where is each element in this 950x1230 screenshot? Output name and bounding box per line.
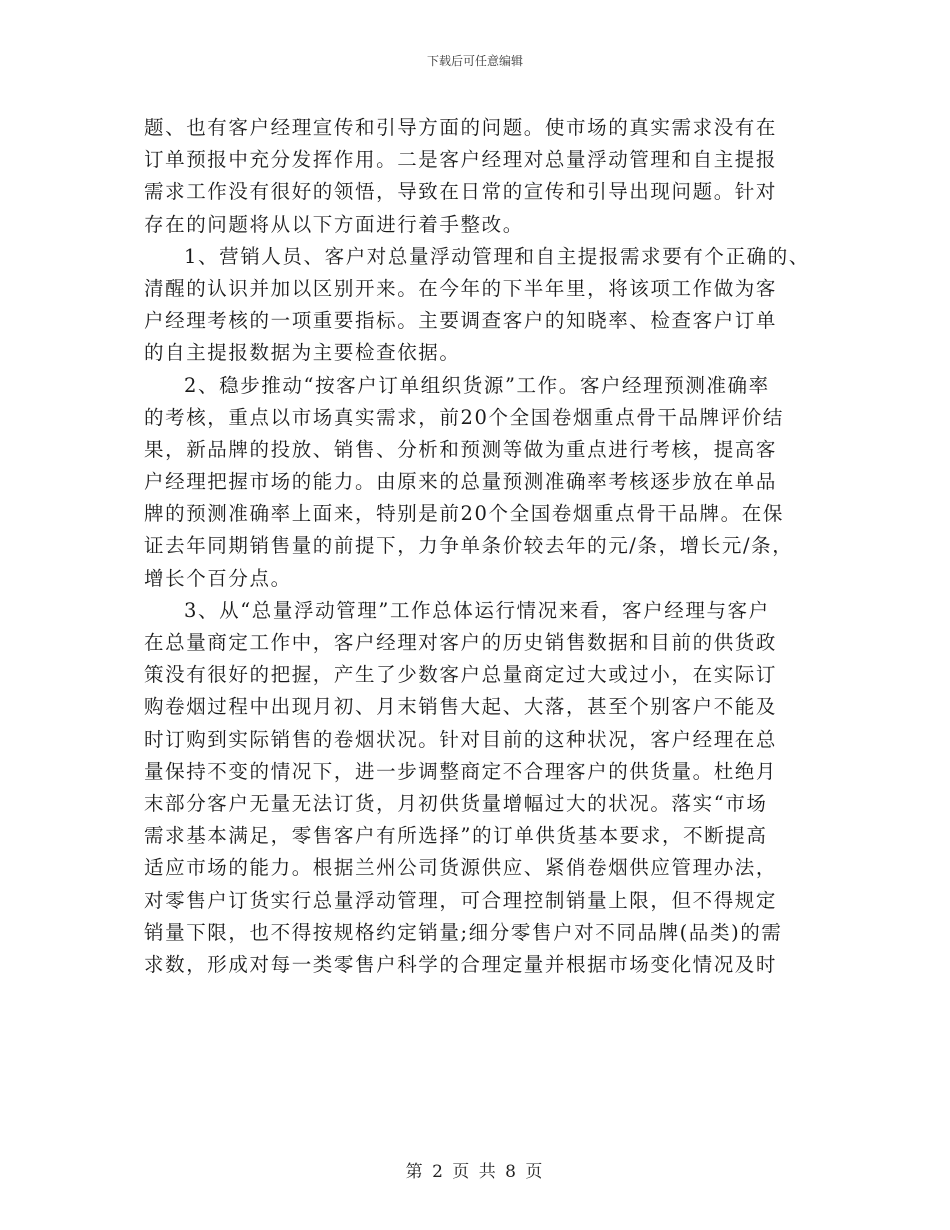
- text-line: 求数，形成对每一类零售户科学的合理定量并根据市场变化情况及时: [144, 952, 778, 976]
- text-line: 3、从“总量浮动管理”工作总体运行情况来看，客户经理与客户: [184, 598, 770, 622]
- text-line: 2、稳步推动“按客户订单组织货源”工作。客户经理预测准确率: [184, 373, 770, 397]
- text-line: 购卷烟过程中出现月初、月末销售大起、大落，甚至个别客户不能及: [144, 695, 778, 719]
- page-header-note: 下载后可任意编辑: [426, 54, 523, 68]
- text-line: 户经理把握市场的能力。由原来的总量预测准确率考核逐步放在单品: [144, 470, 778, 494]
- text-line: 需求工作没有很好的领悟，导致在日常的宣传和引导出现问题。针对: [144, 180, 778, 204]
- text-line: 时订购到实际销售的卷烟状况。针对目前的这种状况，客户经理在总: [144, 727, 778, 751]
- document-body: [144, 112, 824, 981]
- page-number-footer: 第 2 页 共 8 页: [405, 1162, 545, 1182]
- text-line: 户经理考核的一项重要指标。主要调查客户的知晓率、检查客户订单: [144, 309, 778, 333]
- text-line: 对零售户订货实行总量浮动管理，可合理控制销量上限，但不得规定: [144, 888, 778, 912]
- text-line: 订单预报中充分发挥作用。二是客户经理对总量浮动管理和自主提报: [144, 148, 778, 172]
- text-line: 1、营销人员、客户对总量浮动管理和自主提报需求要有个正确的、: [184, 244, 810, 268]
- text-line: 的考核，重点以市场真实需求，前20个全国卷烟重点骨干品牌评价结: [144, 405, 784, 429]
- text-line: 量保持不变的情况下，进一步调整商定不合理客户的供货量。杜绝月: [144, 759, 778, 783]
- text-line: 增长个百分点。: [144, 566, 292, 590]
- text-line: 题、也有客户经理宣传和引导方面的问题。使市场的真实需求没有在: [144, 116, 778, 139]
- text-line: 的自主提报数据为主要检查依据。: [144, 341, 461, 365]
- text-line: 销量下限，也不得按规格约定销量;细分零售户对不同品牌(品类)的需: [144, 920, 783, 944]
- text-line: 清醒的认识并加以区别开来。在今年的下半年里，将该项工作做为客: [144, 276, 778, 300]
- text-line: 需求基本满足，零售客户有所选择”的订单供货基本要求，不断提高: [144, 824, 768, 848]
- text-line: 证去年同期销售量的前提下，力争单条价较去年的元/条，增长元/条，: [144, 534, 794, 558]
- text-line: 牌的预测准确率上面来，特别是前20个全国卷烟重点骨干品牌。在保: [144, 502, 784, 526]
- text-line: 末部分客户无量无法订货，月初供货量增幅过大的状况。落实“市场: [144, 791, 768, 815]
- text-line: 策没有很好的把握，产生了少数客户总量商定过大或过小，在实际订: [144, 663, 778, 687]
- text-line: 存在的问题将从以下方面进行着手整改。: [144, 212, 524, 236]
- text-line: 果，新品牌的投放、销售、分析和预测等做为重点进行考核，提高客: [144, 437, 778, 461]
- text-line: 适应市场的能力。根据兰州公司货源供应、紧俏卷烟供应管理办法，: [144, 856, 778, 880]
- text-line: 在总量商定工作中，客户经理对客户的历史销售数据和目前的供货政: [144, 631, 778, 654]
